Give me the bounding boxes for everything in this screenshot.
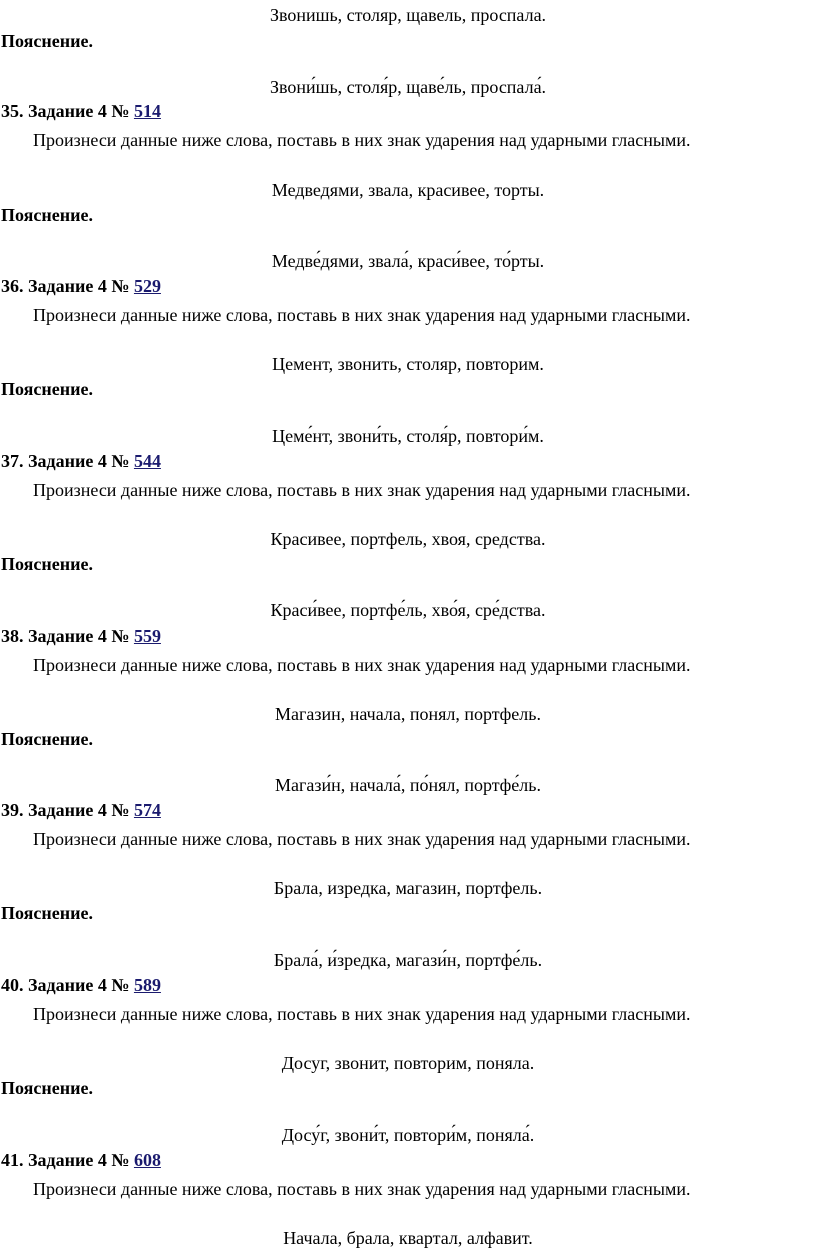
answer-line: Брала́, и́зредка, магази́н, портфе́ль.: [273, 950, 543, 970]
answer-line: Медве́дями, звала́, краси́вее, то́рты.: [271, 251, 545, 271]
explanation-label: Пояснение.: [1, 554, 93, 574]
words-line: Начала, брала, квартал, алфавит.: [283, 1228, 533, 1248]
explanation-label: Пояснение.: [1, 729, 93, 749]
task-heading: 38. Задание 4 № 559: [1, 626, 161, 646]
words-line: Медведями, звала, красивее, торты.: [271, 180, 545, 200]
task-heading: 37. Задание 4 № 544: [1, 451, 161, 471]
task-link[interactable]: 529: [133, 276, 161, 296]
task-instruction: Произнеси данные ниже слова, поставь в них знак ударения над ударными гласными.: [33, 655, 691, 675]
answer-line: Магази́н, начала́, по́нял, портфе́ль.: [275, 775, 541, 795]
explanation-label: Пояснение.: [1, 31, 93, 51]
words-line: Брала, изредка, магазин, портфель.: [273, 878, 543, 898]
answer-line: Звони́шь, столя́р, щаве́ль, проспала́.: [269, 77, 547, 97]
task-instruction: Произнеси данные ниже слова, поставь в них знак ударения над ударными гласными.: [33, 829, 691, 849]
task-heading: 39. Задание 4 № 574: [1, 800, 161, 820]
task-link[interactable]: 559: [133, 626, 161, 646]
task-heading: 36. Задание 4 № 529: [1, 276, 161, 296]
words-line: Красивее, портфель, хвоя, средства.: [270, 529, 546, 549]
words-line: Цемент, звонить, столяр, повторим.: [272, 354, 544, 374]
task-link[interactable]: 608: [133, 1150, 161, 1170]
task-instruction: Произнеси данные ниже слова, поставь в них знак ударения над ударными гласными.: [33, 480, 691, 500]
explanation-label: Пояснение.: [1, 379, 93, 399]
task-instruction: Произнеси данные ниже слова, поставь в них знак ударения над ударными гласными.: [33, 305, 691, 325]
task-instruction: Произнеси данные ниже слова, поставь в них знак ударения над ударными гласными.: [33, 130, 691, 150]
answer-line: Цеме́нт, звони́ть, столя́р, повтори́м.: [272, 426, 544, 446]
explanation-label: Пояснение.: [1, 205, 93, 225]
task-heading: 41. Задание 4 № 608: [1, 1150, 161, 1170]
answer-line: Краси́вее, портфе́ль, хво́я, сре́дства.: [270, 600, 546, 620]
explanation-label: Пояснение.: [1, 903, 93, 923]
task-link[interactable]: 544: [133, 451, 161, 471]
task-instruction: Произнеси данные ниже слова, поставь в них знак ударения над ударными гласными.: [33, 1179, 691, 1199]
words-line: Магазин, начала, понял, портфель.: [275, 704, 541, 724]
words-line: Звонишь, столяр, щавель, проспала.: [269, 5, 547, 25]
answer-line: Досу́г, звони́т, повтори́м, поняла́.: [281, 1125, 535, 1145]
words-line: Досуг, звонит, повторим, поняла.: [281, 1053, 535, 1073]
task-link[interactable]: 589: [133, 975, 161, 995]
task-instruction: Произнеси данные ниже слова, поставь в них знак ударения над ударными гласными.: [33, 1004, 691, 1024]
task-heading: 40. Задание 4 № 589: [1, 975, 161, 995]
explanation-label: Пояснение.: [1, 1078, 93, 1098]
task-link[interactable]: 574: [133, 800, 161, 820]
task-heading: 35. Задание 4 № 514: [1, 101, 161, 121]
task-link[interactable]: 514: [133, 101, 161, 121]
